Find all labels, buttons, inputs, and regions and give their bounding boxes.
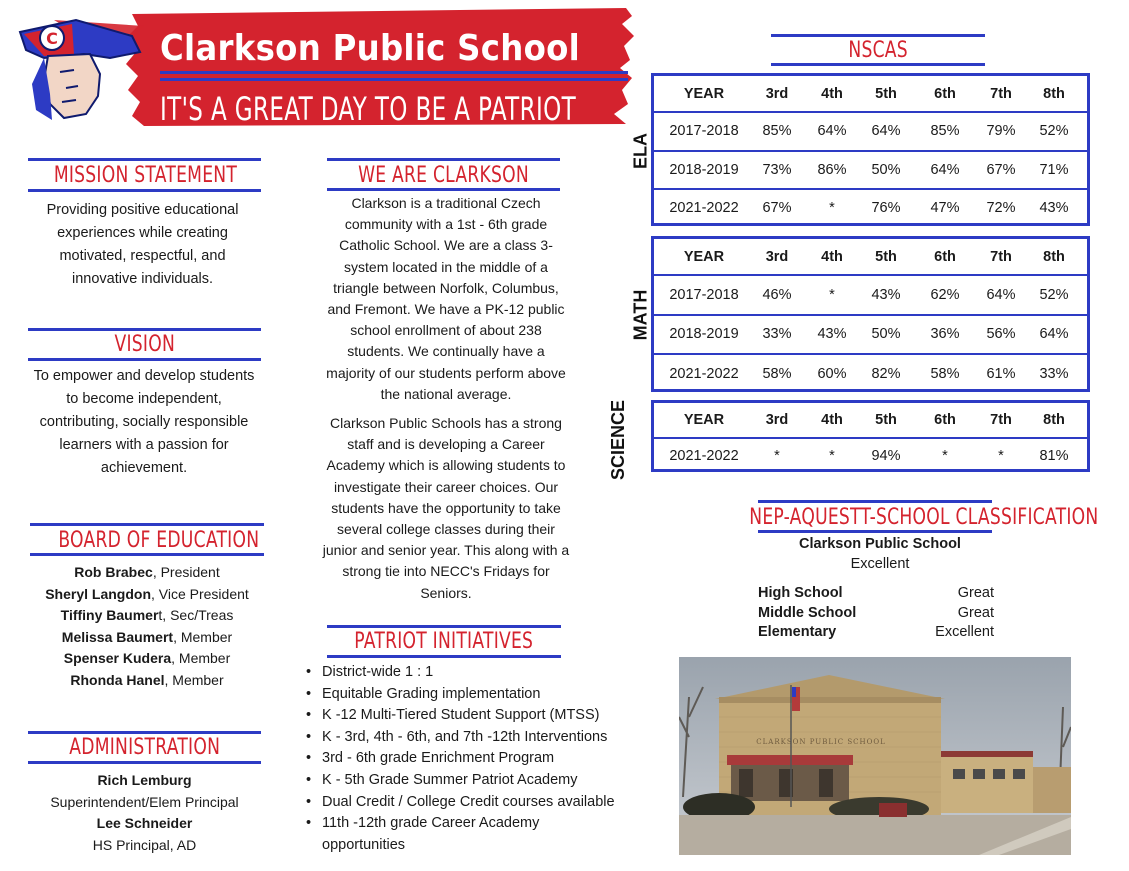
title-underline	[160, 71, 628, 74]
score-cell: 64%	[1039, 326, 1069, 343]
admin-rule-bottom	[28, 761, 261, 764]
score-cell: 86%	[817, 161, 847, 178]
score-cell: 47%	[930, 200, 960, 217]
score-cell: *	[998, 448, 1004, 464]
score-cell: 46%	[762, 286, 792, 303]
score-cell: *	[829, 286, 835, 303]
admin-name: Rich Lemburg	[97, 772, 192, 788]
vision-rule-top	[28, 328, 261, 331]
column-header: 5th	[875, 412, 897, 428]
score-cell: 67%	[986, 161, 1016, 178]
initiatives-rule-top	[327, 625, 561, 628]
table-row	[654, 276, 1087, 316]
classification-levels	[758, 584, 994, 643]
year-cell: 2017-2018	[669, 286, 739, 303]
about-line: strong tie into NECC's Fridays for	[342, 563, 550, 580]
score-cell: 33%	[1039, 365, 1069, 382]
column-header: 8th	[1043, 85, 1065, 102]
initiatives-list	[306, 662, 636, 856]
column-header: 7th	[990, 85, 1012, 102]
school-building-photo	[679, 657, 1071, 855]
board-rule-top	[30, 523, 264, 526]
about-line: staff and is developing a Career	[347, 436, 545, 453]
score-cell: 64%	[986, 286, 1016, 303]
about-heading: WE ARE CLARKSON	[358, 163, 529, 188]
column-header: 5th	[875, 248, 897, 265]
about-line: Clarkson is a traditional Czech	[351, 195, 541, 211]
list-item: • 3rd - 6th grade Enrichment Program	[306, 748, 636, 770]
list-item: • K -12 Multi-Tiered Student Support (MTSS)	[306, 705, 636, 727]
table-header-row	[654, 403, 1087, 439]
mission-line: experiences while creating	[57, 225, 228, 241]
table-row	[654, 439, 1087, 475]
vision-heading: VISION	[114, 332, 175, 357]
subject-label-math: MATH	[630, 289, 650, 340]
year-cell: 2018-2019	[669, 326, 739, 343]
admin-list	[28, 770, 261, 856]
column-header: YEAR	[683, 85, 725, 102]
score-cell: 76%	[871, 200, 901, 217]
score-cell: 61%	[986, 365, 1016, 382]
list-item: • 11th -12th grade Career Academy	[306, 813, 636, 835]
score-cell: 50%	[871, 326, 901, 343]
score-cell: 62%	[930, 286, 960, 303]
about-paragraph-2	[306, 413, 586, 604]
header-banner	[14, 6, 636, 128]
classification-row	[758, 604, 994, 624]
mission-line: motivated, respectful, and	[59, 248, 226, 264]
initiatives-heading: PATRIOT INITIATIVES	[354, 629, 534, 654]
admin-heading: ADMINISTRATION	[69, 735, 220, 760]
table-row	[654, 355, 1087, 395]
table-row	[654, 190, 1087, 229]
score-cell: *	[774, 448, 780, 464]
column-header: YEAR	[683, 412, 725, 428]
admin-name: Lee Schneider	[96, 815, 193, 831]
nscas-table-ela	[651, 73, 1090, 226]
level-name: High School	[758, 585, 843, 601]
title-underline-2	[160, 78, 628, 81]
score-cell: 79%	[986, 123, 1016, 140]
board-list	[30, 562, 264, 691]
column-header: 4th	[821, 85, 843, 102]
building-sign: CLARKSON PUBLIC SCHOOL	[756, 738, 886, 746]
score-cell: 50%	[871, 161, 901, 178]
about-line: Clarkson Public Schools has a strong	[330, 415, 562, 431]
table-row	[654, 316, 1087, 356]
score-cell: 64%	[930, 161, 960, 178]
board-member: Rob Brabec, President	[74, 564, 220, 580]
nscas-table-science	[651, 400, 1090, 472]
vision-line: achievement.	[100, 460, 188, 476]
about-line: the national average.	[380, 385, 512, 402]
board-member: Melissa Baumert, Member	[61, 628, 233, 645]
classification-row	[758, 623, 994, 643]
level-rating: Great	[957, 585, 994, 601]
score-cell: 85%	[762, 123, 792, 140]
score-cell: 58%	[762, 365, 792, 382]
score-cell: 85%	[930, 123, 960, 140]
mission-line: Providing positive educational	[46, 202, 239, 218]
nscas-heading: NSCAS	[848, 38, 908, 63]
score-cell: 43%	[1039, 200, 1069, 217]
about-line: Academy which is allowing students to	[326, 457, 566, 474]
year-cell: 2021-2022	[669, 448, 739, 464]
classification-school: Clarkson Public School	[799, 536, 961, 552]
column-header: 8th	[1043, 412, 1065, 428]
mission-rule-bottom	[28, 189, 261, 192]
level-name: Elementary	[758, 624, 837, 640]
score-cell: 56%	[986, 326, 1016, 343]
column-header: 3rd	[765, 248, 789, 265]
about-line: students. We continually have a	[347, 343, 545, 360]
about-line: triangle between Norfolk, Columbus,	[333, 279, 559, 296]
board-rule-bottom	[30, 553, 264, 556]
column-header: 6th	[934, 85, 956, 102]
score-cell: 67%	[762, 200, 792, 217]
about-paragraph-1	[306, 193, 586, 405]
about-line: Seniors.	[420, 584, 472, 601]
column-header: 8th	[1043, 248, 1065, 265]
about-rule-top	[327, 158, 560, 161]
about-line: system located in the middle of a	[344, 258, 548, 275]
score-cell: 58%	[930, 365, 960, 382]
list-item: • K - 3rd, 4th - 6th, and 7th -12th Interventions	[306, 727, 636, 749]
about-line: several college classes during their	[337, 521, 555, 538]
column-header: 7th	[990, 248, 1012, 265]
board-member: Rhonda Hanel, Member	[70, 671, 224, 688]
about-line: Catholic School. We are a class 3-	[339, 237, 553, 254]
level-rating: Excellent	[935, 624, 994, 640]
column-header: 5th	[875, 85, 897, 102]
score-cell: *	[829, 200, 835, 217]
admin-rule-top	[28, 731, 261, 734]
score-cell: 81%	[1039, 448, 1069, 464]
level-rating: Great	[957, 604, 994, 621]
vision-rule-bottom	[28, 358, 261, 361]
admin-title: HS Principal, AD	[92, 836, 197, 853]
year-cell: 2021-2022	[669, 365, 739, 382]
score-cell: 64%	[817, 123, 847, 140]
score-cell: 73%	[762, 161, 792, 178]
score-cell: 72%	[986, 200, 1016, 217]
table-header-row	[654, 239, 1087, 276]
about-line: students have the opportunity to take	[331, 499, 561, 516]
board-member: Tiffiny Baumert, Sec/Treas	[60, 607, 234, 623]
level-name: Middle School	[758, 604, 857, 621]
about-line: junior and senior year. This along with a	[322, 542, 570, 559]
board-member: Sheryl Langdon, Vice President	[45, 585, 249, 602]
admin-title: Superintendent/Elem Principal	[50, 793, 239, 810]
classification-row	[758, 584, 994, 604]
nscas-rule-bottom	[771, 63, 985, 66]
score-cell: 71%	[1039, 161, 1069, 178]
column-header: 7th	[990, 412, 1012, 428]
about-line: school enrollment of about 238	[350, 322, 542, 339]
score-cell: 60%	[817, 365, 847, 382]
column-header: 6th	[934, 412, 956, 428]
mission-text	[20, 199, 265, 291]
about-line: and Fremont. We have a PK-12 public	[327, 301, 565, 318]
about-line: investigate their career choices. Our	[333, 478, 559, 495]
vision-line: to become independent,	[66, 391, 222, 407]
list-item: • Dual Credit / College Credit courses available	[306, 792, 636, 814]
nscas-rule-top	[771, 34, 985, 37]
score-cell: 94%	[871, 448, 901, 464]
vision-line: To empower and develop students	[33, 368, 255, 384]
school-building-illustration	[679, 657, 1071, 855]
score-cell: 33%	[762, 326, 792, 343]
score-cell: *	[942, 448, 948, 464]
column-header: 3rd	[765, 85, 789, 102]
year-cell: 2021-2022	[669, 200, 739, 217]
board-heading: BOARD OF EDUCATION	[58, 528, 260, 553]
patriot-mascot-icon	[14, 14, 144, 122]
list-item: • District-wide 1 : 1	[306, 662, 636, 684]
about-line: majority of our students perform above	[326, 364, 566, 381]
initiatives-rule-bottom	[327, 655, 561, 658]
about-rule-bottom	[327, 188, 560, 191]
score-cell: 36%	[930, 326, 960, 343]
score-cell: 52%	[1039, 123, 1069, 140]
classification-rule-top	[758, 500, 992, 503]
column-header: 3rd	[765, 412, 789, 428]
year-cell: 2017-2018	[669, 123, 739, 140]
classification-rule-bottom	[758, 530, 992, 533]
motto: IT'S A GREAT DAY TO BE A PATRIOT	[160, 90, 577, 128]
mission-line: innovative individuals.	[71, 271, 214, 287]
score-cell: *	[829, 448, 835, 464]
subject-label-ela: ELA	[630, 132, 650, 169]
page-title: Clarkson Public School	[160, 28, 581, 69]
score-cell: 43%	[871, 286, 901, 303]
vision-line: contributing, socially responsible	[39, 414, 249, 430]
column-header: 4th	[821, 412, 843, 428]
vision-text	[18, 365, 270, 480]
table-header-row	[654, 76, 1087, 113]
score-cell: 82%	[871, 365, 901, 382]
vision-line: learners with a passion for	[59, 437, 229, 453]
about-line: community with a 1st - 6th grade	[344, 216, 548, 233]
year-cell: 2018-2019	[669, 161, 739, 178]
score-cell: 43%	[817, 326, 847, 343]
logo-letter: C	[46, 29, 58, 48]
score-cell: 64%	[871, 123, 901, 140]
table-row	[654, 113, 1087, 152]
classification-overall: Excellent	[850, 556, 910, 572]
list-item: • Equitable Grading implementation	[306, 684, 636, 706]
subject-label-science: SCIENCE	[608, 400, 628, 481]
column-header: YEAR	[683, 248, 725, 265]
table-row	[654, 152, 1087, 191]
board-member: Spenser Kudera, Member	[63, 650, 231, 666]
mission-rule-top	[28, 158, 261, 161]
nscas-table-math	[651, 236, 1090, 392]
score-cell: 52%	[1039, 286, 1069, 303]
mission-heading: MISSION STATEMENT	[53, 163, 238, 188]
column-header: 4th	[821, 248, 843, 265]
list-item: • K - 5th Grade Summer Patriot Academy	[306, 770, 636, 792]
column-header: 6th	[934, 248, 956, 265]
classification-heading: NEP-AQUESTT-SCHOOL CLASSIFICATION	[749, 505, 1099, 530]
list-item-continuation: opportunities	[322, 836, 406, 853]
